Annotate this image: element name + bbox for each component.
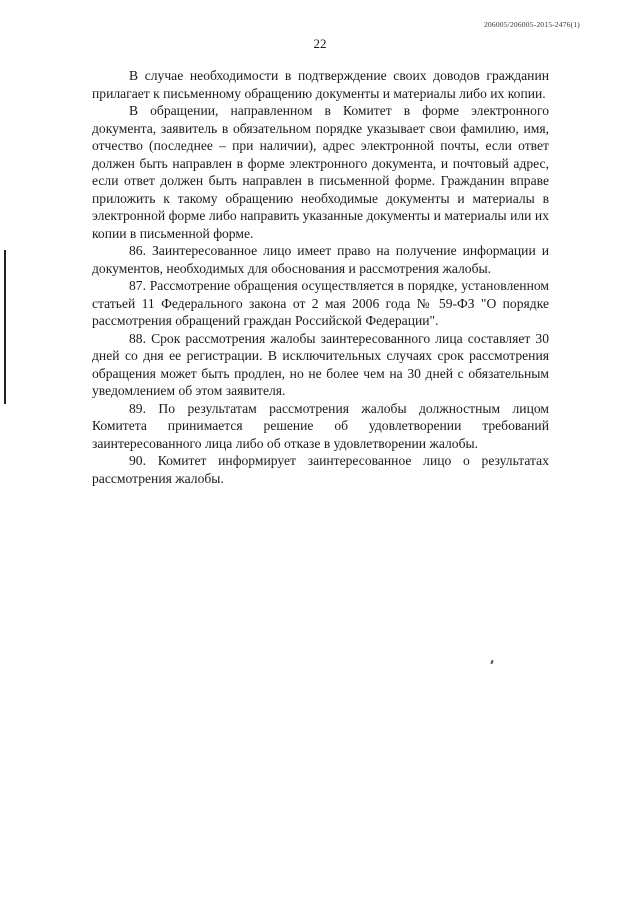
paragraph-89: 89. По результатам рассмотрения жалобы должностным лицом Комитета принимается решение об удовлетворении требований заинтересованного лица либо об отказе в удовлетворении жалобы.	[92, 400, 549, 451]
margin-scan-mark	[4, 250, 6, 404]
page-number: 22	[313, 36, 327, 51]
paragraph-attachments: В случае необходимости в подтверждение своих доводов гражданин прилагает к письменному обращению документы и материалы либо их копии.	[92, 68, 549, 101]
document-body	[92, 67, 549, 487]
paragraph-86: 86. Заинтересованное лицо имеет право на получение информации и документов, необходимых для обоснования и рассмотрения жалобы.	[92, 243, 549, 276]
paragraph-90: 90. Комитет информирует заинтересованное лицо о результатах рассмотрения жалобы.	[92, 453, 549, 486]
paragraph-electronic-appeal: В обращении, направленном в Комитет в форме электронного документа, заявитель в обязательном порядке указывает свои фамилию, имя, отчество (последнее – при наличии), адрес электронной почты, если ответ должен быть направлен в форме электронного документа, и почтовый адрес, если ответ должен быть направлен в письменной форме. Гражданин вправе приложить к такому обращению необходимые документы и материалы в электронной форме либо направить указанные документы и материалы или их копии в письменной форме.	[92, 103, 549, 241]
paragraph-88: 88. Срок рассмотрения жалобы заинтересованного лица составляет 30 дней со дня ее регистрации. В исключительных случаях срок рассмотрения обращения может быть продлен, но не более чем на 30 дней с обязательным уведомлением об этом заявителя.	[92, 330, 549, 398]
document-id: 206005/206005-2015-2476(1)	[483, 20, 580, 29]
paragraph-87: 87. Рассмотрение обращения осуществляется в порядке, установленном статьей 11 Федерального закона от 2 мая 2006 года № 59-ФЗ "О порядке рассмотрения обращений граждан Российской Федерации".	[92, 278, 549, 328]
scan-speck	[490, 660, 493, 664]
